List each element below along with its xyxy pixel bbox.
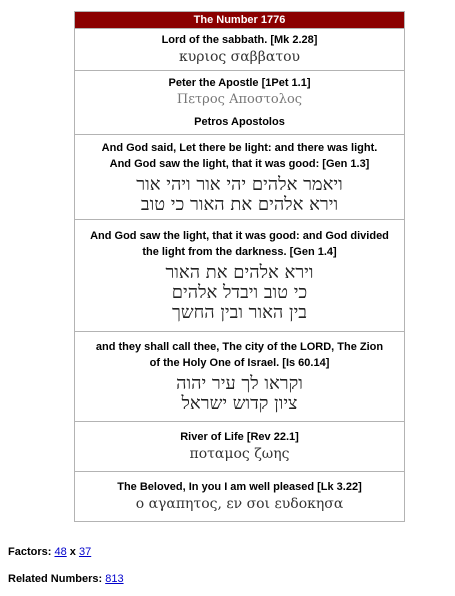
entry-english: Peter the Apostle [1Pet 1.1] bbox=[168, 77, 311, 89]
related-link-813[interactable]: 813 bbox=[105, 573, 124, 585]
times-sign: x bbox=[69, 546, 76, 558]
entry-transliteration: Petros Apostolos bbox=[194, 116, 285, 128]
entry-english: Lord of the sabbath. [Mk 2.28] bbox=[161, 34, 318, 46]
factor-link-48[interactable]: 48 bbox=[54, 546, 67, 558]
entry-is-60-14 bbox=[75, 331, 404, 421]
entry-greek: ποταμος ζωης bbox=[189, 446, 290, 462]
entry-gen-1-4 bbox=[75, 219, 404, 331]
entry-hebrew-line: כי טוב ויבדל אלהים bbox=[171, 282, 308, 303]
entry-river-of-life bbox=[75, 421, 404, 471]
entry-english: The Beloved, In you I am well pleased [Lk 3.22] bbox=[117, 481, 362, 493]
entry-hebrew-line: ויאמר אלהים יהי אור ויהי אור bbox=[136, 173, 343, 195]
related-numbers-line bbox=[8, 573, 124, 585]
entry-greek: ο αγαπητος, εν σοι ευδοκησα bbox=[135, 496, 344, 512]
factors-line bbox=[8, 546, 91, 558]
entry-greek: κυριος σαββατου bbox=[178, 49, 301, 65]
entry-english: River of Life [Rev 22.1] bbox=[180, 431, 299, 443]
entry-peter-apostle bbox=[75, 70, 404, 134]
entry-hebrew-line: וקראו לך עיר יהוה bbox=[176, 373, 303, 394]
entry-hebrew-line: בין האור ובין החשך bbox=[172, 302, 307, 323]
entry-english-line: And God saw the light, that it was good: [Gen 1.3] bbox=[109, 157, 370, 170]
entry-hebrew-line: וירא אלהים את האור כי טוב bbox=[140, 193, 339, 215]
entry-hebrew-line: ציון קדוש ישראל bbox=[181, 393, 298, 414]
entry-hebrew-line: וירא אלהים את האור bbox=[165, 262, 314, 283]
entry-gen-1-3 bbox=[75, 134, 404, 219]
entry-english-line: and they shall call thee, The city of the LORD, The Zion bbox=[95, 341, 384, 353]
factor-link-37[interactable]: 37 bbox=[78, 546, 92, 558]
factors-label: Factors: bbox=[8, 546, 52, 558]
entry-english-line: the light from the darkness. [Gen 1.4] bbox=[142, 246, 337, 258]
entry-english-line: And God saw the light, that it was good: and God divided bbox=[90, 230, 389, 242]
entry-lord-of-sabbath bbox=[75, 28, 404, 70]
number-table bbox=[74, 11, 405, 522]
entry-greek: Πετρος Αποστολος bbox=[176, 92, 303, 107]
entry-english-line: of the Holy One of Israel. [Is 60.14] bbox=[149, 357, 330, 369]
entry-the-beloved bbox=[75, 471, 404, 521]
related-label: Related Numbers: bbox=[8, 573, 103, 585]
table-title: The Number 1776 bbox=[75, 12, 404, 28]
entry-english-line: And God said, Let there be light: and there was light. bbox=[101, 141, 378, 154]
